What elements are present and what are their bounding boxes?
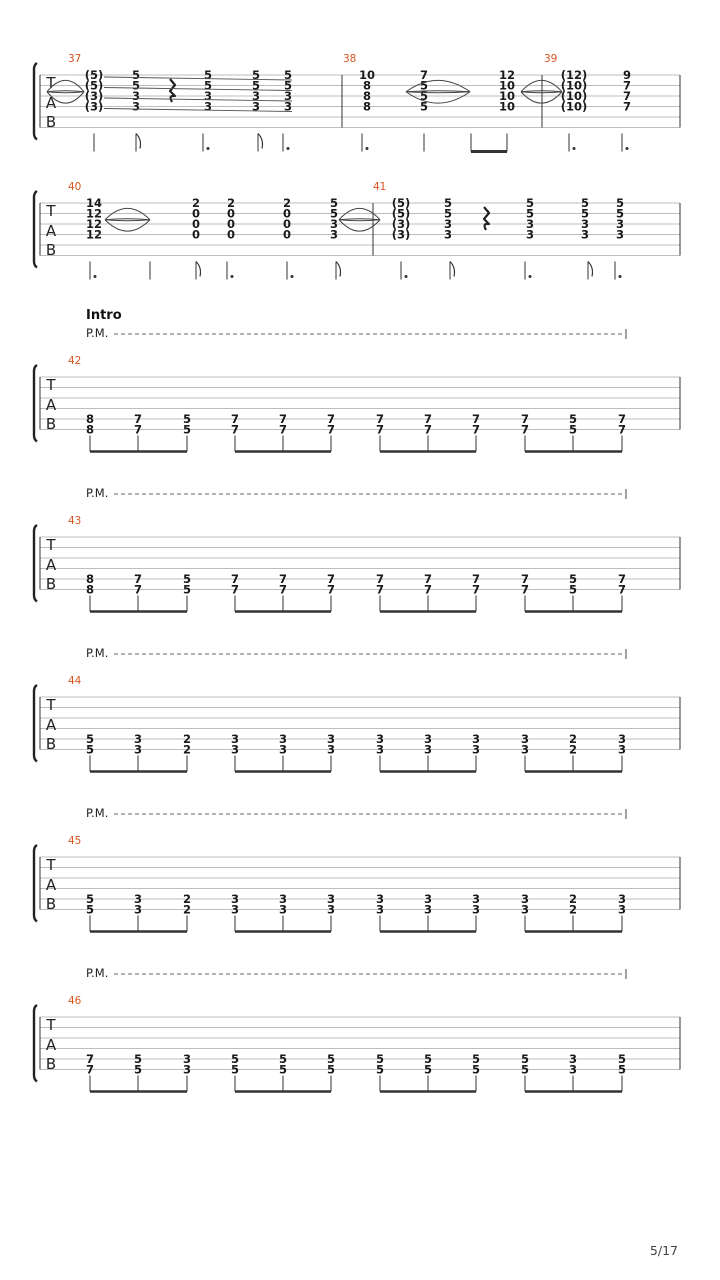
rhythm-dot <box>626 147 629 150</box>
slur-arc <box>105 220 150 231</box>
fret-number: 7 <box>230 412 240 426</box>
fret-number: 8 <box>362 78 372 93</box>
fret-number: 2 <box>568 892 578 906</box>
fret-number: 3 <box>329 227 339 242</box>
fret-number: 7 <box>622 78 632 93</box>
rhythm-dot <box>287 147 290 150</box>
fret-number: 7 <box>375 412 385 426</box>
fret-number: 5 <box>443 206 453 221</box>
fret-number: 3 <box>375 732 385 746</box>
fret-number: 5 <box>568 572 578 586</box>
rhythm-dot <box>573 147 576 150</box>
measure-number: 42 <box>68 355 82 367</box>
fret-number: 5 <box>580 206 590 221</box>
fret-number: 7 <box>617 582 627 597</box>
slur-arc <box>406 91 470 92</box>
fret-number: 3 <box>580 217 590 231</box>
fret-number: 5 <box>568 582 578 597</box>
tab-clef-letter: A <box>45 222 57 240</box>
fret-number: 5 <box>471 1062 481 1077</box>
fret-number: 3 <box>326 742 336 757</box>
fret-number: 9 <box>622 68 632 82</box>
slur-arc <box>105 219 150 220</box>
fret-number: 3 <box>182 1052 192 1066</box>
measure-number: 38 <box>343 53 357 65</box>
fret-number: 3 <box>568 1052 578 1066</box>
fret-number: 5 <box>326 1062 336 1077</box>
fret-number: 3 <box>131 89 141 103</box>
fret-number: 14 <box>85 196 103 210</box>
fret-number: 3 <box>278 742 288 757</box>
measure-number: 39 <box>544 53 558 65</box>
rhythm-dot <box>207 147 210 150</box>
fret-number: 8 <box>85 572 95 586</box>
fret-number: (3) <box>391 217 411 231</box>
fret-number: 5 <box>329 206 339 221</box>
fret-number: 3 <box>133 732 143 746</box>
fret-number: 5 <box>568 412 578 426</box>
fret-number: 3 <box>283 99 293 114</box>
fret-number: 5 <box>520 1052 530 1066</box>
tab-clef-letter: A <box>45 94 57 112</box>
fret-number: 5 <box>85 732 95 746</box>
tab-clef-letter: T <box>46 856 56 874</box>
fret-number: 3 <box>133 902 143 917</box>
slur-arc <box>406 92 470 93</box>
fret-number: 7 <box>423 422 433 437</box>
fret-number: 12 <box>85 217 103 231</box>
fret-number: 0 <box>226 217 236 231</box>
fret-number: 0 <box>282 227 292 242</box>
fret-number: 7 <box>133 422 143 437</box>
fret-number: 8 <box>362 99 372 114</box>
fret-number: 3 <box>131 99 141 114</box>
fret-number: 10 <box>498 99 516 114</box>
fret-number: 12 <box>85 206 103 221</box>
fret-number: 3 <box>443 227 453 242</box>
fret-number: 0 <box>191 227 201 242</box>
fret-number: 3 <box>615 227 625 242</box>
eighth-flag <box>136 134 141 149</box>
tab-clef-letter: B <box>45 415 57 433</box>
tab-clef-letter: B <box>45 241 57 259</box>
fret-number: 3 <box>423 902 433 917</box>
slur-arc <box>339 219 380 220</box>
fret-number: 2 <box>568 742 578 757</box>
page-number: 5/17 <box>649 1243 678 1258</box>
tab-clef-letter: T <box>46 536 56 554</box>
fret-number: 8 <box>85 422 95 437</box>
system-bracket <box>34 1005 37 1082</box>
fret-number: 5 <box>419 78 429 93</box>
quarter-rest <box>484 207 489 230</box>
fret-number: 5 <box>375 1062 385 1077</box>
fret-number: (3) <box>391 227 411 242</box>
tab-clef-letter: B <box>45 895 57 913</box>
fret-number: 8 <box>362 89 372 103</box>
fret-number: 5 <box>203 68 213 82</box>
fret-number: 7 <box>230 572 240 586</box>
fret-number: 0 <box>191 206 201 221</box>
eighth-flag <box>336 262 341 277</box>
measure-number: 37 <box>68 53 82 65</box>
fret-number: 2 <box>182 892 192 906</box>
fret-number: 5 <box>182 412 192 426</box>
fret-number: 7 <box>326 422 336 437</box>
fret-number: 5 <box>471 1052 481 1066</box>
fret-number: 3 <box>617 732 627 746</box>
system-bracket <box>34 685 37 762</box>
rhythm-dot <box>231 275 234 278</box>
slur-arc <box>339 208 380 219</box>
fret-number: (5) <box>84 78 104 93</box>
fret-number: 7 <box>133 572 143 586</box>
fret-number: 3 <box>375 742 385 757</box>
fret-number: 3 <box>375 902 385 917</box>
fret-number: 3 <box>423 742 433 757</box>
rhythm-dot <box>619 275 622 278</box>
fret-number: 2 <box>568 732 578 746</box>
fret-number: (5) <box>391 206 411 221</box>
fret-number: 7 <box>622 89 632 103</box>
fret-number: 5 <box>419 99 429 114</box>
fret-number: 8 <box>85 582 95 597</box>
tab-clef-letter: A <box>45 396 57 414</box>
rhythm-dot <box>405 275 408 278</box>
fret-number: (3) <box>84 99 104 114</box>
fret-number: 0 <box>191 217 201 231</box>
fret-number: 3 <box>443 217 453 231</box>
fret-number: 7 <box>375 572 385 586</box>
slur-arc <box>47 92 84 93</box>
fret-number: 7 <box>278 422 288 437</box>
fret-number: 7 <box>133 582 143 597</box>
rhythm-dot <box>529 275 532 278</box>
fret-number: 2 <box>191 196 201 210</box>
fret-number: 3 <box>520 742 530 757</box>
fret-number: 5 <box>85 892 95 906</box>
fret-number: 7 <box>423 582 433 597</box>
fret-number: 5 <box>525 206 535 221</box>
fret-number: 3 <box>617 742 627 757</box>
fret-number: 0 <box>226 206 236 221</box>
fret-number: 5 <box>230 1052 240 1066</box>
measure-number: 46 <box>68 995 82 1007</box>
measure-number: 41 <box>373 181 387 193</box>
fret-number: 5 <box>133 1062 143 1077</box>
slur-arc <box>339 220 380 221</box>
fret-number: 2 <box>282 196 292 210</box>
palm-mute-label: P.M. <box>86 646 109 660</box>
fret-number: 7 <box>375 582 385 597</box>
fret-number: 3 <box>230 742 240 757</box>
slur-arc <box>47 91 84 92</box>
tab-clef-letter: B <box>45 113 57 131</box>
fret-number: 7 <box>423 412 433 426</box>
tab-clef-letter: A <box>45 876 57 894</box>
fret-number: 3 <box>568 1062 578 1077</box>
fret-number: 7 <box>471 412 481 426</box>
fret-number: (10) <box>560 89 588 103</box>
fret-number: 5 <box>329 196 339 210</box>
fret-number: 5 <box>203 78 213 93</box>
fret-number: 3 <box>525 217 535 231</box>
palm-mute-label: P.M. <box>86 806 109 820</box>
slur-arc <box>406 80 470 91</box>
tab-clef-letter: B <box>45 1055 57 1073</box>
rhythm-dot <box>291 275 294 278</box>
fret-number: 3 <box>580 227 590 242</box>
fret-number: 0 <box>282 206 292 221</box>
fret-number: 3 <box>203 99 213 114</box>
fret-number: 7 <box>617 412 627 426</box>
fret-number: 5 <box>182 572 192 586</box>
fret-number: 5 <box>85 742 95 757</box>
fret-number: 7 <box>419 68 429 82</box>
measure-number: 44 <box>68 675 82 687</box>
fret-number: 3 <box>471 742 481 757</box>
fret-number: 5 <box>131 78 141 93</box>
fret-number: 5 <box>375 1052 385 1066</box>
palm-mute-label: P.M. <box>86 486 109 500</box>
fret-number: (3) <box>84 89 104 103</box>
fret-number: 5 <box>617 1052 627 1066</box>
fret-number: (10) <box>560 99 588 114</box>
fret-number: 5 <box>419 89 429 103</box>
fret-number: 5 <box>423 1052 433 1066</box>
fret-number: 5 <box>251 68 261 82</box>
fret-number: 12 <box>85 227 103 242</box>
fret-number: 5 <box>617 1062 627 1077</box>
fret-number: 7 <box>230 582 240 597</box>
fret-number: 3 <box>283 89 293 103</box>
fret-number: 3 <box>278 732 288 746</box>
fret-number: 7 <box>278 572 288 586</box>
fret-number: 5 <box>85 902 95 917</box>
fret-number: 3 <box>525 227 535 242</box>
fret-number: 3 <box>326 892 336 906</box>
fret-number: 12 <box>498 68 516 82</box>
tab-clef-letter: T <box>46 376 56 394</box>
fret-number: 10 <box>358 68 376 82</box>
fret-number: 5 <box>520 1062 530 1077</box>
fret-number: 7 <box>471 582 481 597</box>
fret-number: 5 <box>615 206 625 221</box>
fret-number: 7 <box>471 422 481 437</box>
fret-number: 5 <box>568 422 578 437</box>
fret-number: 5 <box>443 196 453 210</box>
fret-number: 7 <box>133 412 143 426</box>
fret-number: 5 <box>278 1062 288 1077</box>
fret-number: 3 <box>617 892 627 906</box>
system-bracket <box>34 845 37 922</box>
fret-number: 5 <box>283 68 293 82</box>
fret-number: 5 <box>278 1052 288 1066</box>
system-bracket <box>34 525 37 602</box>
slur-arc <box>339 220 380 231</box>
fret-number: 5 <box>251 78 261 93</box>
fret-number: 3 <box>615 217 625 231</box>
fret-number: 3 <box>133 892 143 906</box>
fret-number: 3 <box>375 892 385 906</box>
fret-number: 5 <box>182 582 192 597</box>
fret-number: 5 <box>615 196 625 210</box>
eighth-flag <box>450 262 455 277</box>
tab-clef-letter: A <box>45 556 57 574</box>
rhythm-dot <box>94 275 97 278</box>
fret-number: 7 <box>520 582 530 597</box>
fret-number: 7 <box>622 99 632 114</box>
fret-number: 3 <box>251 99 261 114</box>
fret-number: 7 <box>520 422 530 437</box>
tab-clef-letter: A <box>45 716 57 734</box>
fret-number: 3 <box>520 902 530 917</box>
fret-number: 5 <box>283 78 293 93</box>
system-bracket <box>34 365 37 442</box>
fret-number: 7 <box>520 572 530 586</box>
palm-mute-label: P.M. <box>86 966 109 980</box>
fret-number: 7 <box>278 412 288 426</box>
fret-number: 5 <box>230 1062 240 1077</box>
fret-number: (10) <box>560 78 588 93</box>
tab-clef-letter: A <box>45 1036 57 1054</box>
eighth-flag <box>196 262 201 277</box>
fret-number: 8 <box>85 412 95 426</box>
fret-number: 7 <box>423 572 433 586</box>
tab-clef-letter: T <box>46 74 56 92</box>
fret-number: 7 <box>230 422 240 437</box>
fret-number: 3 <box>423 732 433 746</box>
fret-number: 2 <box>182 902 192 917</box>
fret-number: 3 <box>182 1062 192 1077</box>
fret-number: 2 <box>182 732 192 746</box>
fret-number: 7 <box>375 422 385 437</box>
fret-number: 3 <box>329 217 339 231</box>
fret-number: 7 <box>326 582 336 597</box>
tab-clef-letter: T <box>46 1016 56 1034</box>
fret-number: 5 <box>326 1052 336 1066</box>
fret-number: 3 <box>326 732 336 746</box>
fret-number: 2 <box>568 902 578 917</box>
system-bracket <box>34 191 37 268</box>
measure-number: 40 <box>68 181 82 193</box>
fret-number: 5 <box>133 1052 143 1066</box>
fret-number: (5) <box>84 68 104 82</box>
eighth-flag <box>258 134 263 149</box>
fret-number: 3 <box>251 89 261 103</box>
fret-number: 3 <box>326 902 336 917</box>
slur-arc <box>105 208 150 219</box>
fret-number: 2 <box>182 742 192 757</box>
fret-number: 7 <box>85 1062 95 1077</box>
tab-clef-letter: B <box>45 735 57 753</box>
rhythm-dot <box>366 147 369 150</box>
eighth-flag <box>588 262 593 277</box>
quarter-rest <box>170 79 175 102</box>
fret-number: 3 <box>471 892 481 906</box>
fret-number: 5 <box>423 1062 433 1077</box>
fret-number: 0 <box>226 227 236 242</box>
fret-number: (12) <box>560 68 588 82</box>
fret-number: 5 <box>525 196 535 210</box>
fret-number: 3 <box>617 902 627 917</box>
fret-number: 3 <box>230 902 240 917</box>
fret-number: (5) <box>391 196 411 210</box>
slur-arc <box>105 220 150 221</box>
fret-number: 3 <box>203 89 213 103</box>
fret-number: 10 <box>498 78 516 93</box>
fret-number: 3 <box>278 902 288 917</box>
fret-number: 3 <box>471 902 481 917</box>
fret-number: 3 <box>230 732 240 746</box>
fret-number: 7 <box>326 572 336 586</box>
fret-number: 7 <box>471 572 481 586</box>
fret-number: 0 <box>282 217 292 231</box>
fret-number: 10 <box>498 89 516 103</box>
fret-number: 5 <box>131 68 141 82</box>
tab-clef-letter: T <box>46 696 56 714</box>
fret-number: 3 <box>278 892 288 906</box>
tab-clef-letter: T <box>46 202 56 220</box>
fret-number: 3 <box>520 892 530 906</box>
fret-number: 7 <box>617 422 627 437</box>
fret-number: 7 <box>326 412 336 426</box>
fret-number: 3 <box>133 742 143 757</box>
fret-number: 7 <box>520 412 530 426</box>
measure-number: 45 <box>68 835 82 847</box>
section-label: Intro <box>86 308 122 323</box>
system-bracket <box>34 63 37 140</box>
fret-number: 5 <box>580 196 590 210</box>
fret-number: 3 <box>520 732 530 746</box>
tab-clef-letter: B <box>45 575 57 593</box>
fret-number: 3 <box>471 732 481 746</box>
fret-number: 3 <box>423 892 433 906</box>
fret-number: 7 <box>617 572 627 586</box>
fret-number: 7 <box>278 582 288 597</box>
fret-number: 5 <box>182 422 192 437</box>
fret-number: 3 <box>230 892 240 906</box>
slur-arc <box>406 92 470 103</box>
fret-number: 2 <box>226 196 236 210</box>
measure-number: 43 <box>68 515 82 527</box>
palm-mute-label: P.M. <box>86 326 109 340</box>
fret-number: 7 <box>85 1052 95 1066</box>
